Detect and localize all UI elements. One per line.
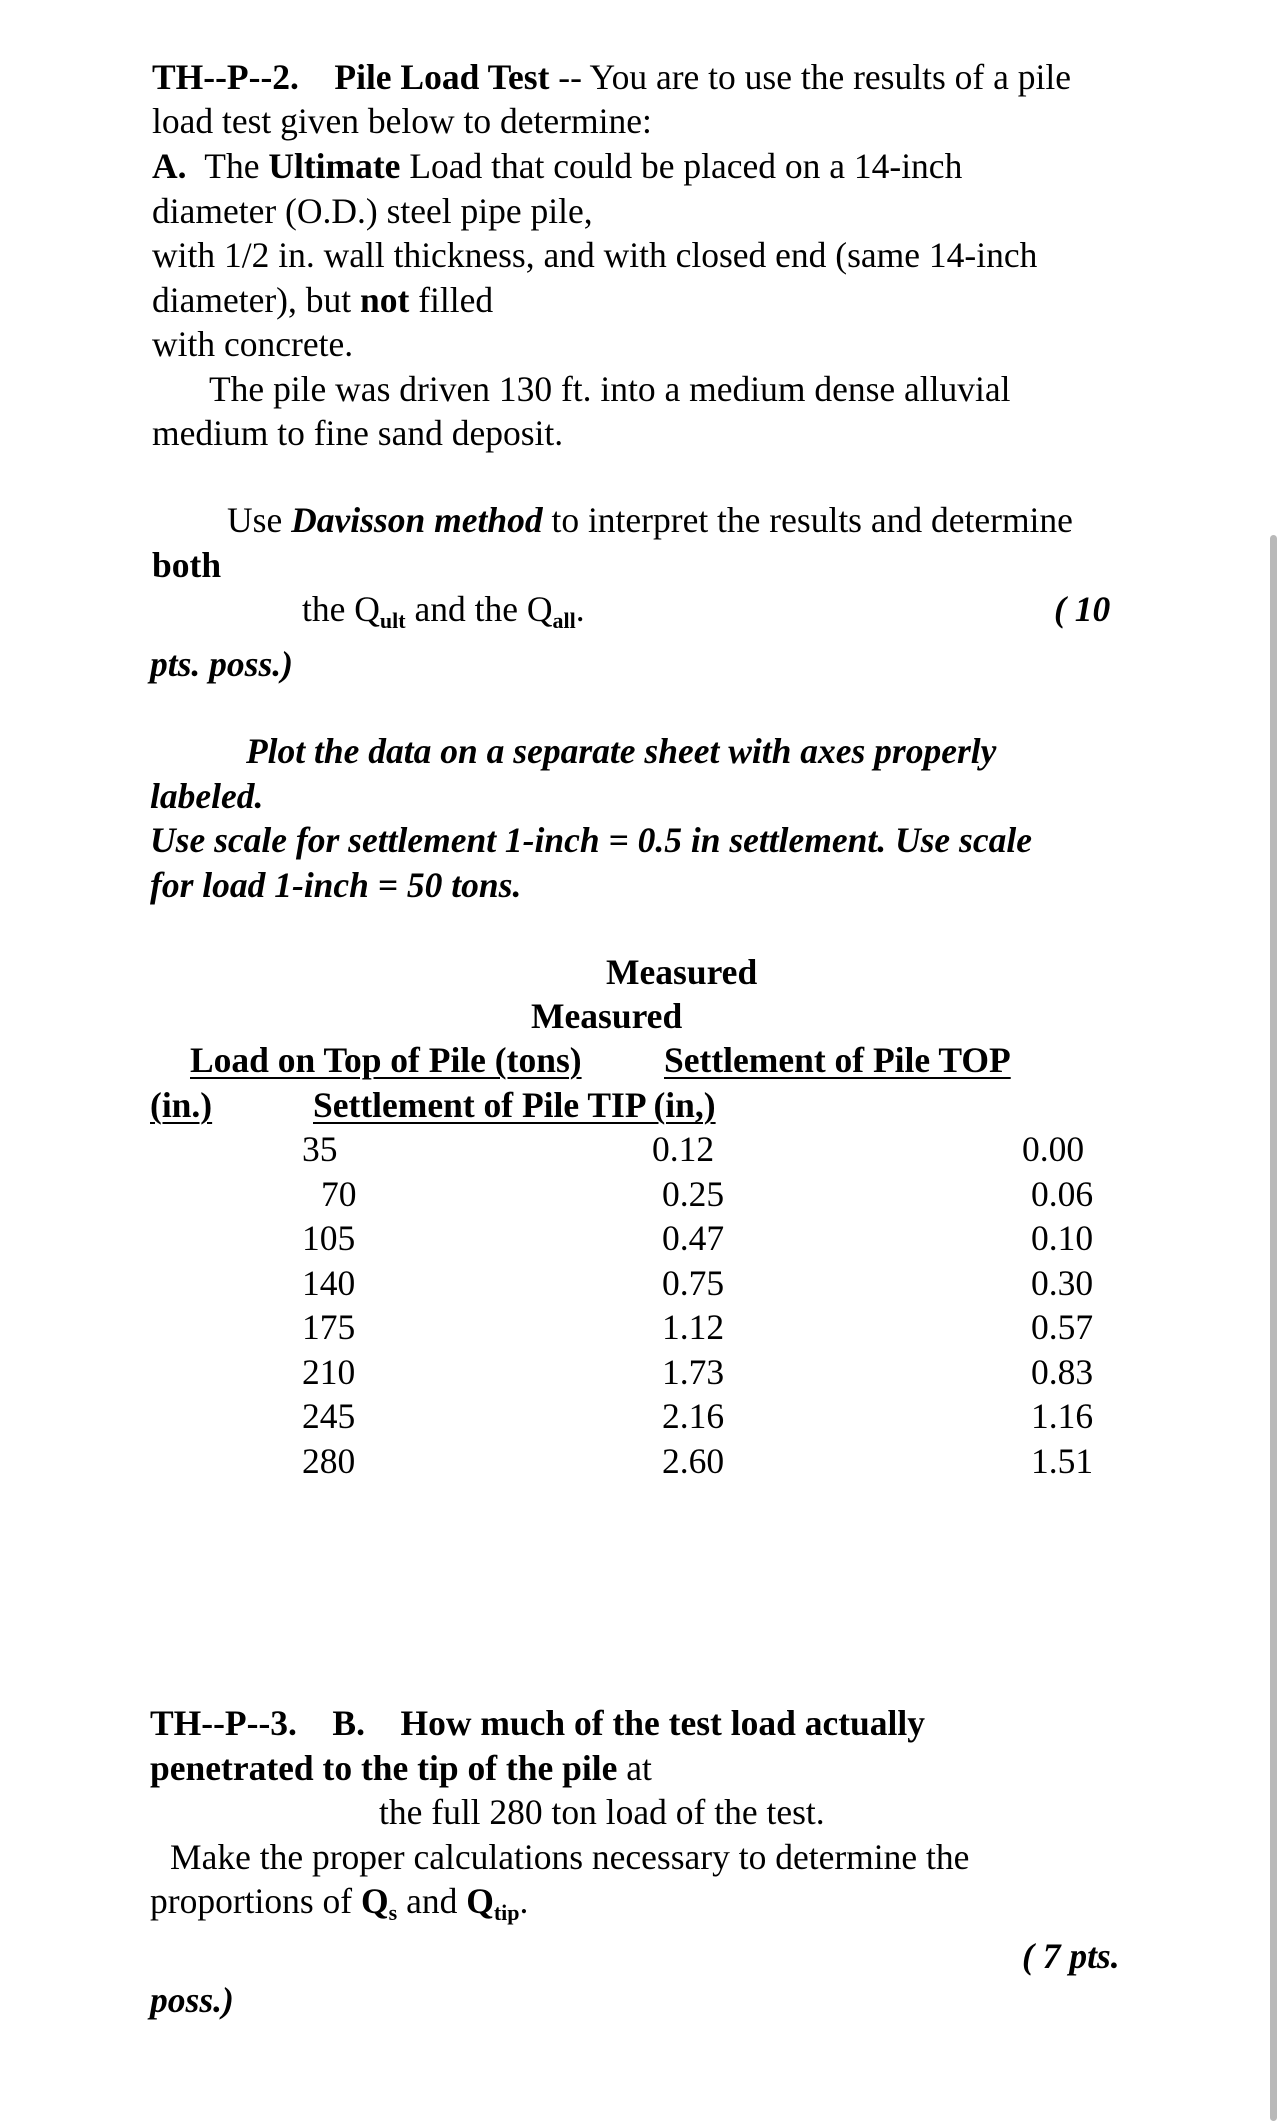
problem-2-line-9: medium to fine sand deposit. bbox=[152, 413, 564, 453]
part-a-label: A. bbox=[152, 146, 187, 186]
problem-2-part-a-line bbox=[152, 146, 963, 186]
problem-3-line-3: the full 280 ton load of the test. bbox=[379, 1792, 825, 1832]
tip-settlement-cell: 1.51 bbox=[1031, 1441, 1094, 1481]
both-word: both bbox=[152, 545, 222, 585]
load-cell: 105 bbox=[302, 1218, 356, 1258]
top-settlement-cell: 1.12 bbox=[662, 1307, 725, 1347]
top-settlement-cell: 2.16 bbox=[662, 1396, 725, 1436]
measured-header-1: Measured bbox=[606, 952, 758, 992]
plot-line-2: labeled. bbox=[150, 776, 264, 816]
part-a-text-2: Load that could be placed on a 14-inch bbox=[400, 146, 963, 186]
points-3-part-2: poss.) bbox=[150, 1980, 234, 2020]
plot-line-3: Use scale for settlement 1-inch = 0.5 in settlement. Use scale bbox=[150, 820, 1032, 860]
problem-2-line-7: with concrete. bbox=[152, 324, 354, 364]
problem-2-line-2: load test given below to determine: bbox=[152, 101, 652, 141]
end-dot: . bbox=[519, 1881, 529, 1921]
line-6-text-2: filled bbox=[409, 280, 494, 320]
points-2-part-1: ( 10 bbox=[1054, 589, 1111, 629]
load-cell: 35 bbox=[302, 1129, 338, 1169]
ultimate-word: Ultimate bbox=[268, 146, 401, 186]
problem-2-line-5: with 1/2 in. wall thickness, and with closed end (same 14-inch bbox=[152, 235, 1038, 275]
problem-3-heading-line bbox=[150, 1703, 926, 1743]
problem-3-question-1: How much of the test load actually bbox=[400, 1703, 926, 1743]
use-text-2: to interpret the results and determine bbox=[542, 500, 1073, 540]
points-3-part-1: ( 7 pts. bbox=[1022, 1936, 1120, 1976]
load-cell: 70 bbox=[321, 1174, 357, 1214]
qtip-symbol: Q bbox=[466, 1881, 494, 1921]
tip-settlement-cell: 0.10 bbox=[1031, 1218, 1094, 1258]
tip-settlement-cell: 1.16 bbox=[1031, 1396, 1094, 1436]
q-all-sub: all bbox=[552, 608, 576, 633]
qs-symbol: Q bbox=[361, 1881, 389, 1921]
problem-2-line-4: diameter (O.D.) steel pipe pile, bbox=[152, 191, 593, 231]
points-2-part-2: pts. poss.) bbox=[150, 644, 294, 684]
top-settlement-cell: 0.12 bbox=[652, 1129, 715, 1169]
plot-line-1: Plot the data on a separate sheet with axes properly bbox=[246, 731, 997, 771]
tip-settlement-cell: 0.83 bbox=[1031, 1352, 1094, 1392]
top-settlement-cell: 2.60 bbox=[662, 1441, 725, 1481]
davisson-method: Davisson method bbox=[291, 500, 543, 540]
proportions-text: proportions of bbox=[150, 1881, 362, 1921]
problem-2-heading-line bbox=[152, 57, 1071, 97]
problem-3-id: TH--P--3. bbox=[150, 1703, 297, 1743]
load-cell: 175 bbox=[302, 1307, 356, 1347]
q-dot: . bbox=[575, 589, 585, 629]
problem-3-line-2 bbox=[150, 1748, 652, 1788]
problem-3-at: at bbox=[617, 1748, 652, 1788]
q-line bbox=[302, 589, 585, 633]
tip-settlement-cell: 0.06 bbox=[1031, 1174, 1094, 1214]
load-cell: 140 bbox=[302, 1263, 356, 1303]
column-header-top-unit: (in.) bbox=[150, 1085, 213, 1125]
top-settlement-cell: 0.47 bbox=[662, 1218, 725, 1258]
problem-3-line-5 bbox=[150, 1881, 529, 1925]
qs-sub: s bbox=[388, 1900, 398, 1925]
line-6-text-1: diameter), but bbox=[152, 280, 360, 320]
tip-settlement-cell: 0.30 bbox=[1031, 1263, 1094, 1303]
load-cell: 280 bbox=[302, 1441, 356, 1481]
q-the: the Q bbox=[302, 589, 380, 629]
problem-2-title: Pile Load Test bbox=[334, 57, 550, 97]
part-a-text-1: The bbox=[204, 146, 269, 186]
column-header-top: Settlement of Pile TOP bbox=[664, 1040, 1011, 1080]
load-cell: 210 bbox=[302, 1352, 356, 1392]
load-cell: 245 bbox=[302, 1396, 356, 1436]
top-settlement-cell: 0.25 bbox=[662, 1174, 725, 1214]
plot-line-4: for load 1-inch = 50 tons. bbox=[150, 865, 522, 905]
and-text: and bbox=[397, 1881, 467, 1921]
q-ult-sub: ult bbox=[379, 608, 406, 633]
q-and: and the Q bbox=[405, 589, 553, 629]
problem-3-question-2: penetrated to the tip of the pile bbox=[150, 1748, 618, 1788]
qtip-sub: tip bbox=[493, 1900, 520, 1925]
not-word: not bbox=[360, 280, 410, 320]
top-settlement-cell: 0.75 bbox=[662, 1263, 725, 1303]
column-header-tip: Settlement of Pile TIP (in,) bbox=[313, 1085, 716, 1125]
vertical-scrollbar[interactable] bbox=[1270, 535, 1277, 2121]
tip-settlement-cell: 0.00 bbox=[1022, 1129, 1085, 1169]
tip-settlement-cell: 0.57 bbox=[1031, 1307, 1094, 1347]
problem-2-intro: -- You are to use the results of a pile bbox=[549, 57, 1071, 97]
use-text: Use bbox=[227, 500, 292, 540]
davisson-line bbox=[227, 500, 1073, 540]
problem-3-part: B. bbox=[332, 1703, 365, 1743]
problem-3-line-4: Make the proper calculations necessary to determine the bbox=[170, 1837, 970, 1877]
column-header-load: Load on Top of Pile (tons) bbox=[190, 1040, 582, 1080]
problem-2-line-6 bbox=[152, 280, 494, 320]
problem-2-line-8: The pile was driven 130 ft. into a medium dense alluvial bbox=[209, 369, 1011, 409]
top-settlement-cell: 1.73 bbox=[662, 1352, 725, 1392]
measured-header-2: Measured bbox=[531, 996, 683, 1036]
problem-2-id: TH--P--2. bbox=[152, 57, 299, 97]
